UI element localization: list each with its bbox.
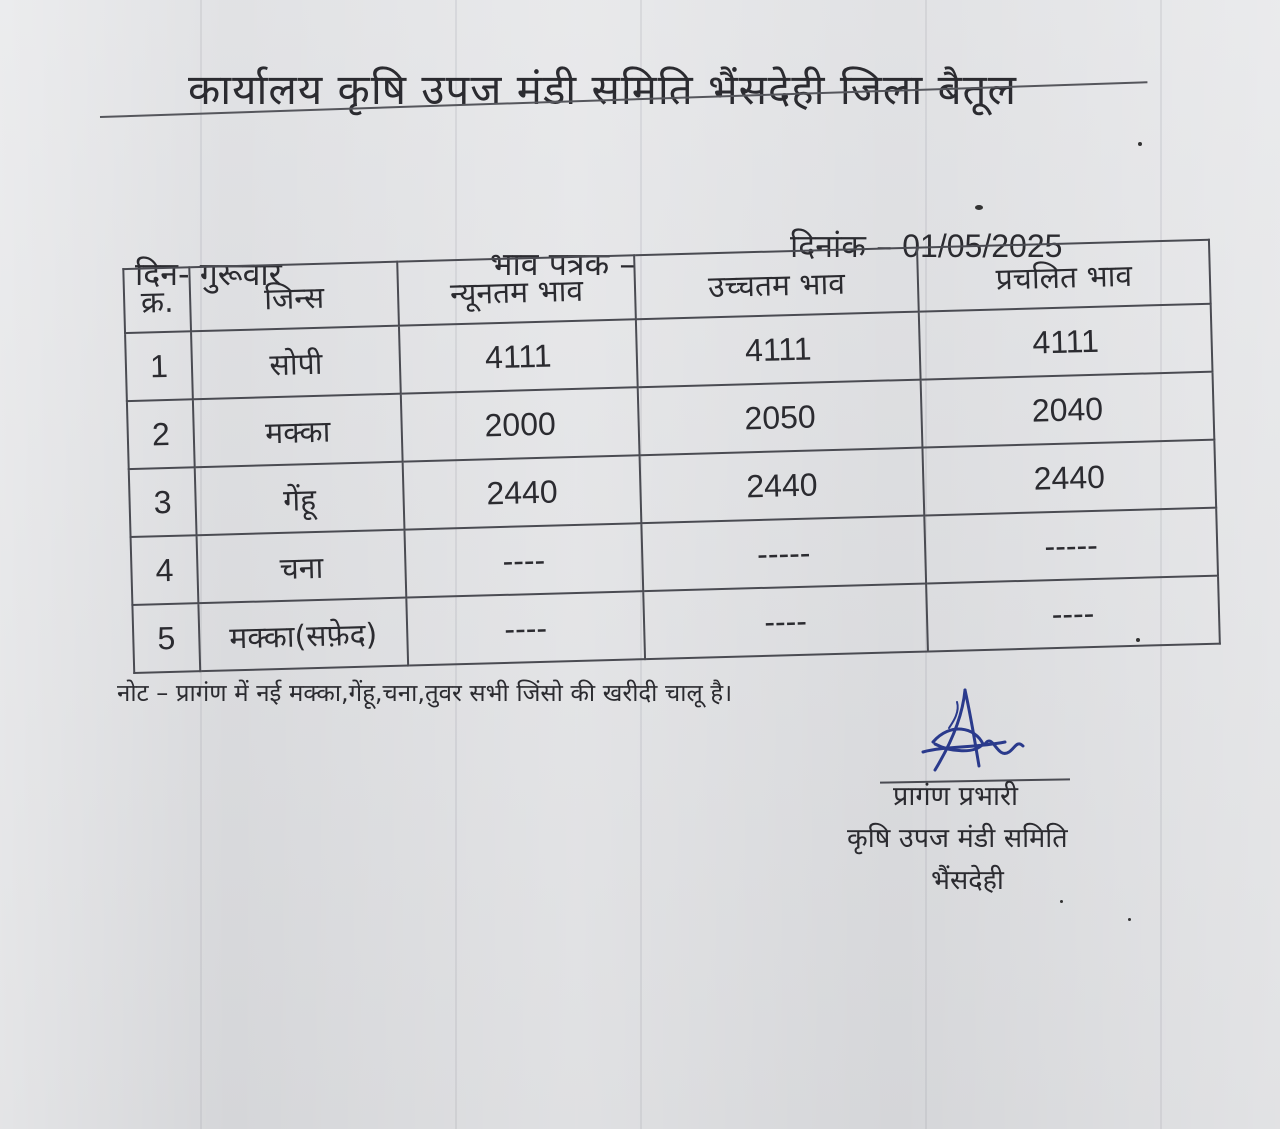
day-label: दिन- गुरूवार	[135, 255, 282, 293]
row-modal-price: ----	[926, 576, 1220, 652]
row-serial: 5	[132, 603, 200, 673]
header-commodity: जिन्स	[189, 262, 399, 332]
row-serial: 2	[127, 399, 195, 469]
row-modal-price: 2440	[922, 440, 1216, 516]
rate-table-wrapper	[122, 239, 1218, 664]
header-max-price: उच्चतम भाव	[634, 248, 919, 320]
dust-speck	[1060, 900, 1063, 903]
row-max-price: ----	[643, 584, 928, 660]
date-value: 01/05/2025	[902, 228, 1063, 264]
row-modal-price: 4111	[919, 304, 1213, 380]
dust-speck	[1138, 142, 1142, 146]
rate-table	[122, 239, 1221, 674]
signatory-place: भैंसदेही	[931, 865, 1004, 896]
row-max-price: -----	[641, 516, 926, 592]
office-title: कार्यालय कृषि उपज मंडी समिति भैंसदेही जिला बैतूल	[188, 65, 1017, 114]
row-serial: 1	[125, 331, 193, 401]
row-commodity: मक्का(सफ़ेद)	[198, 598, 408, 672]
row-min-price: 4111	[399, 319, 638, 393]
row-commodity: गेंहू	[195, 462, 405, 536]
signature-mark	[905, 682, 1035, 782]
row-serial: 4	[131, 535, 199, 605]
row-modal-price: 2040	[921, 372, 1215, 448]
signatory-organization: कृषि उपज मंडी समिति	[847, 823, 1068, 854]
row-modal-price: -----	[924, 508, 1218, 584]
note-text: नोट – प्रागंण में नई मक्का,गेंहू,चना,तुवर सभी जिंसो की खरीदी चालू है।	[117, 679, 733, 707]
header-min-price: न्यूनतम भाव	[397, 255, 636, 325]
header-serial: क्र.	[123, 267, 191, 333]
row-serial: 3	[129, 467, 197, 537]
date-label: दिनांक –	[790, 227, 893, 265]
row-commodity: चना	[197, 530, 407, 604]
rate-sheet-label: भाव पत्रक –	[490, 245, 636, 283]
signatory-title: प्रागंण प्रभारी	[893, 781, 1019, 812]
row-min-price: ----	[406, 591, 645, 665]
row-max-price: 2440	[640, 448, 925, 524]
row-commodity: मक्का	[193, 394, 403, 468]
row-min-price: ----	[404, 523, 643, 597]
header-modal-price: प्रचलित भाव	[917, 240, 1211, 312]
row-min-price: 2440	[403, 455, 642, 529]
row-max-price: 2050	[638, 380, 923, 456]
row-commodity: सोपी	[191, 326, 401, 400]
row-max-price: 4111	[636, 312, 921, 388]
dust-speck	[1136, 638, 1140, 642]
dust-speck	[1128, 918, 1131, 921]
dust-speck	[975, 205, 983, 210]
row-min-price: 2000	[401, 387, 640, 461]
